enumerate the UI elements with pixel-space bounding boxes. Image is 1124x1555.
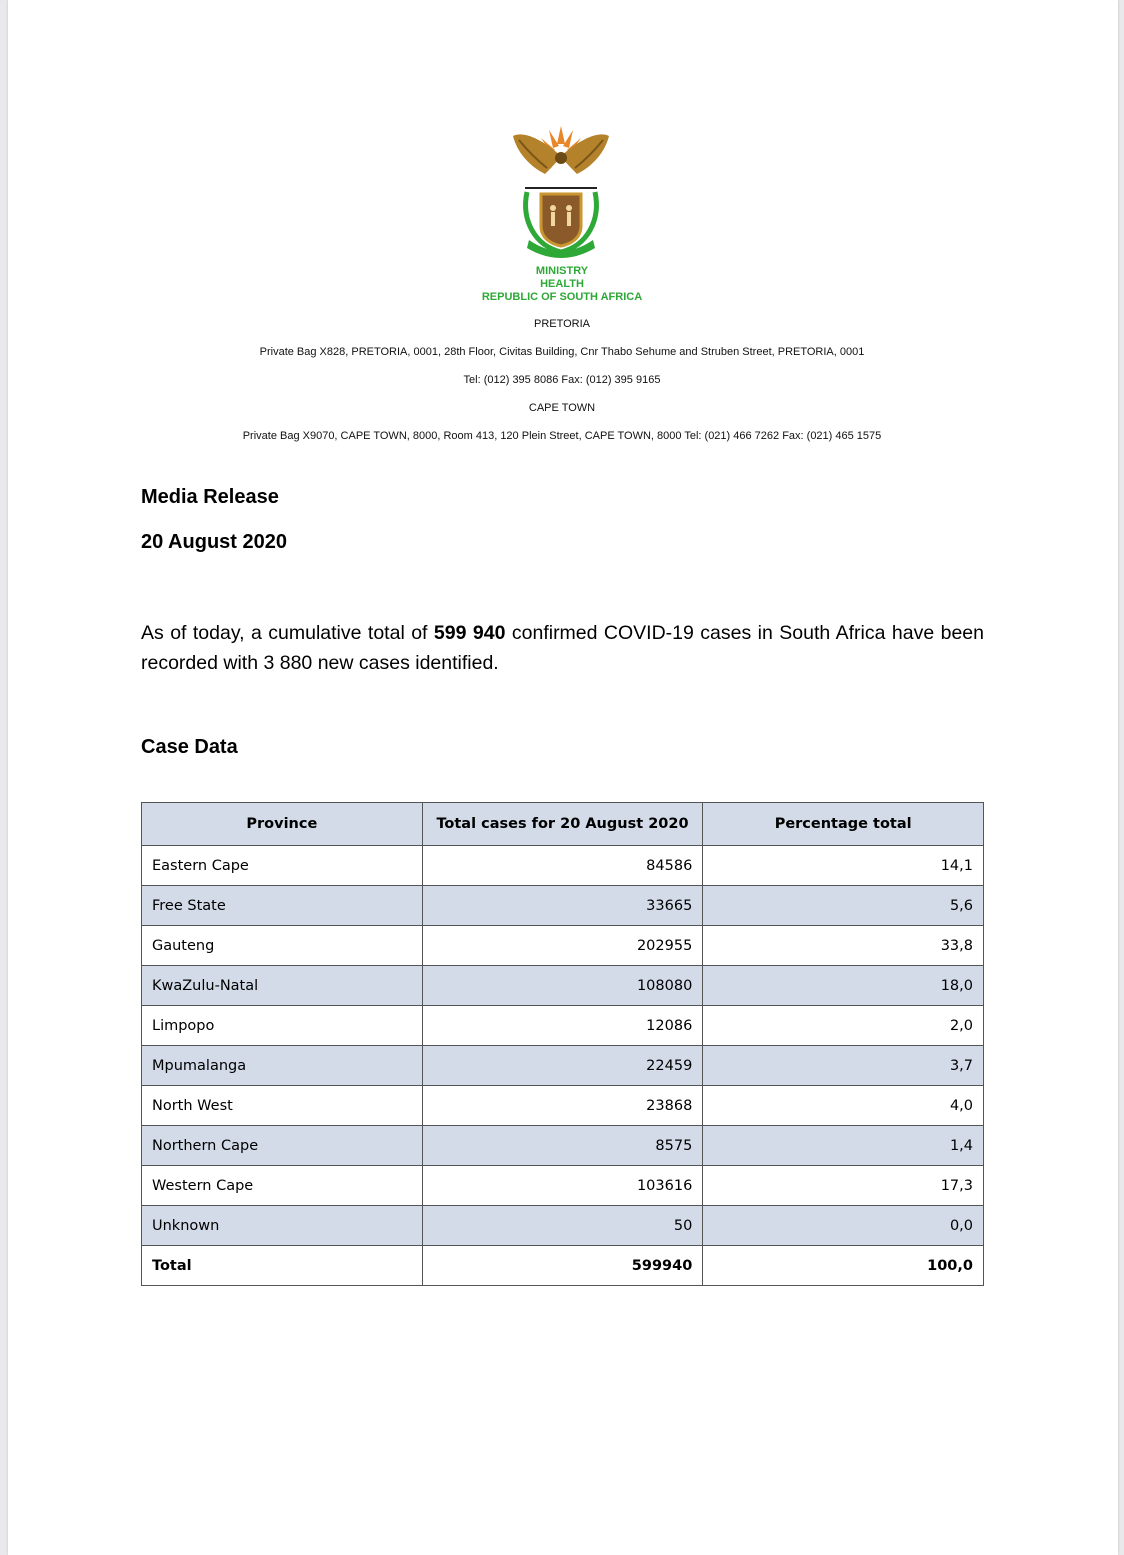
table-row	[142, 1006, 984, 1046]
table-row	[142, 966, 984, 1006]
ministry-name	[0, 265, 1124, 304]
table-row	[142, 886, 984, 926]
table-row	[142, 926, 984, 966]
percentage-cell: 33,8	[703, 926, 984, 966]
coat-of-arms-logo	[505, 122, 617, 262]
province-cell: Unknown	[142, 1206, 423, 1246]
percentage-cell: 17,3	[703, 1166, 984, 1206]
city-pretoria: PRETORIA	[533, 318, 591, 330]
percentage-cell: 4,0	[703, 1086, 984, 1126]
province-cell: KwaZulu-Natal	[142, 966, 423, 1006]
table-row	[142, 1086, 984, 1126]
cases-cell: 8575	[422, 1126, 703, 1166]
province-cell: Limpopo	[142, 1006, 423, 1046]
cases-cell: 12086	[422, 1006, 703, 1046]
percentage-cell: 5,6	[703, 886, 984, 926]
column-header: Province	[142, 803, 423, 846]
cases-cell: 84586	[422, 846, 703, 886]
percentage-cell: 0,0	[703, 1206, 984, 1246]
table-body	[142, 846, 984, 1286]
address-pretoria: Private Bag X828, PRETORIA, 0001, 28th Floor, Civitas Building, Cnr Thabo Sehume and Struben Street, PRETORIA, 0001	[259, 346, 865, 358]
dept-line-2: HEALTH	[540, 278, 584, 290]
cases-cell: 23868	[422, 1086, 703, 1126]
percentage-cell: 14,1	[703, 846, 984, 886]
percentage-cell: 2,0	[703, 1006, 984, 1046]
paragraph-part-1: As of today, a cumulative total of	[141, 622, 434, 644]
paragraph-bold-total: 599 940	[433, 622, 506, 644]
cases-cell: 33665	[422, 886, 703, 926]
paragraph-part-2: confirmed COVID-19 cases in South Africa have been recorded with 3 880 new cases identified.	[141, 622, 984, 674]
percentage-cell: 3,7	[703, 1046, 984, 1086]
cases-cell: 108080	[422, 966, 703, 1006]
case-data-heading: Case Data	[141, 736, 238, 758]
cases-cell: 50	[422, 1206, 703, 1246]
province-cell: Western Cape	[142, 1166, 423, 1206]
total-percentage-cell: 100,0	[703, 1246, 984, 1286]
summary-paragraph	[141, 618, 984, 678]
column-header: Total cases for 20 August 2020	[422, 803, 703, 846]
table-row	[142, 1206, 984, 1246]
city-cape-town: CAPE TOWN	[528, 402, 596, 414]
cases-cell: 22459	[422, 1046, 703, 1086]
table-row	[142, 1126, 984, 1166]
tel-pretoria: Tel: (012) 395 8086 Fax: (012) 395 9165	[463, 374, 661, 386]
province-cell: Mpumalanga	[142, 1046, 423, 1086]
percentage-cell: 18,0	[703, 966, 984, 1006]
dept-line-1: MINISTRY	[535, 265, 589, 277]
province-cell: Eastern Cape	[142, 846, 423, 886]
total-cases-cell: 599940	[422, 1246, 703, 1286]
province-cell: North West	[142, 1086, 423, 1126]
province-cell: Gauteng	[142, 926, 423, 966]
address-cape-town: Private Bag X9070, CAPE TOWN, 8000, Room 413, 120 Plein Street, CAPE TOWN, 8000 Tel: (021) 466 7262 Fax: (021) 465 1575	[242, 430, 882, 442]
table-row	[142, 846, 984, 886]
province-cell: Northern Cape	[142, 1126, 423, 1166]
table-row	[142, 1166, 984, 1206]
cases-cell: 103616	[422, 1166, 703, 1206]
release-date: 20 August 2020	[141, 531, 287, 553]
column-header: Percentage total	[703, 803, 984, 846]
table-header-row	[142, 803, 984, 846]
table-row	[142, 1046, 984, 1086]
release-title: Media Release	[141, 486, 279, 508]
total-label-cell: Total	[142, 1246, 423, 1286]
province-cell: Free State	[142, 886, 423, 926]
cases-cell: 202955	[422, 926, 703, 966]
total-row	[142, 1246, 984, 1286]
dept-line-3: REPUBLIC OF SOUTH AFRICA	[481, 291, 643, 303]
case-data-table	[141, 802, 984, 1286]
percentage-cell: 1,4	[703, 1126, 984, 1166]
